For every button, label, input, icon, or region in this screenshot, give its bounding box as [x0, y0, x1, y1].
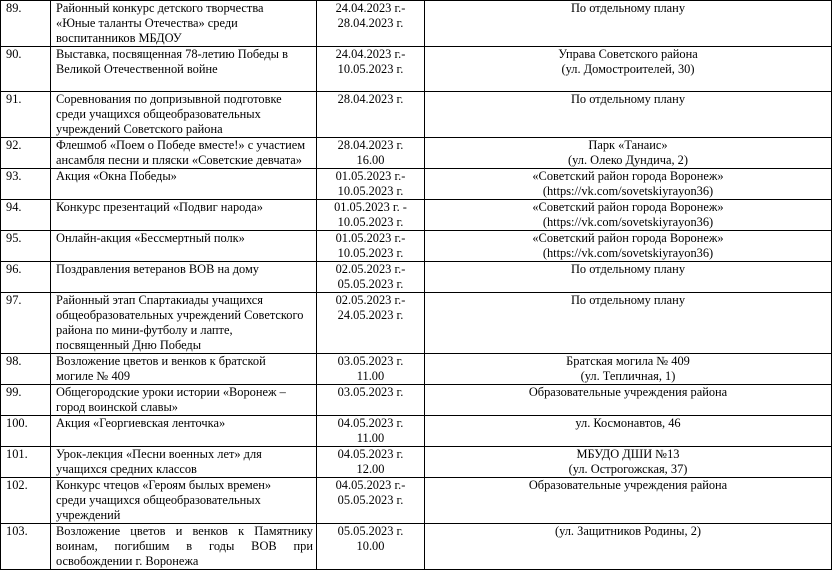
event-place: [425, 447, 832, 478]
event-place-line: Образовательные учреждения района: [528, 385, 728, 399]
event-name: [51, 354, 317, 385]
event-name-line: учреждений Советского района: [56, 122, 223, 136]
event-name: [51, 385, 317, 416]
event-name: [51, 262, 317, 293]
row-number: 91.: [1, 92, 51, 138]
event-name-line: «Юные таланты Отечества» среди: [56, 16, 238, 30]
row-number: 96.: [1, 262, 51, 293]
event-name-line: Общегородские уроки истории «Воронеж –: [56, 385, 286, 399]
event-place: [425, 200, 832, 231]
table-row: [1, 138, 832, 169]
event-name-line: Конкурс презентаций «Подвиг народа»: [56, 200, 263, 214]
event-name-line: Районный этап Спартакиады учащихся: [56, 293, 263, 307]
event-date-line: 01.05.2023 г.-: [335, 231, 406, 245]
event-name: [51, 169, 317, 200]
event-date-line: 10.05.2023 г.: [337, 215, 404, 229]
event-date: [317, 200, 425, 231]
event-place-line: (ул. Домостроителей, 30): [561, 62, 695, 76]
event-name: [51, 47, 317, 92]
row-number: 90.: [1, 47, 51, 92]
event-date-line: 11.00: [356, 369, 385, 383]
event-name-line: Возложение цветов и венков к братской: [56, 354, 266, 368]
event-place-line: (https://vk.com/sovetskiyrayon36): [542, 215, 714, 229]
event-name: [51, 416, 317, 447]
table-row: [1, 92, 832, 138]
event-date: [317, 478, 425, 524]
event-name-line: Урок-лекция «Песни военных лет» для: [56, 447, 262, 461]
event-name: [51, 1, 317, 47]
table-row: [1, 385, 832, 416]
event-name-line: учащихся средних классов: [56, 462, 197, 476]
event-place: [425, 524, 832, 570]
row-number: 100.: [1, 416, 51, 447]
event-name-line: могиле № 409: [56, 369, 131, 383]
row-number: 99.: [1, 385, 51, 416]
row-number: 89.: [1, 1, 51, 47]
row-number: 101.: [1, 447, 51, 478]
event-place-line: «Советский район города Воронеж»: [532, 200, 724, 214]
event-place-line: ул. Космонавтов, 46: [575, 416, 681, 430]
event-date: [317, 47, 425, 92]
event-name: [51, 92, 317, 138]
event-date-line: 04.05.2023 г.-: [335, 478, 406, 492]
event-name-line: Конкурс чтецов «Героям былых времен»: [56, 478, 272, 492]
table-row: [1, 231, 832, 262]
table-row: [1, 262, 832, 293]
event-name-line: Районный конкурс детского творчества: [56, 1, 264, 15]
event-place-line: Управа Советского района: [558, 47, 698, 61]
event-place-line: Образовательные учреждения района: [528, 478, 728, 492]
event-name-line: воинам, погибшим в годы ВОВ при: [56, 539, 313, 553]
event-name-line: воспитанников МБДОУ: [56, 31, 182, 45]
event-name-line: Акция «Георгиевская ленточка»: [56, 416, 226, 430]
event-date-line: 04.05.2023 г.: [337, 447, 404, 461]
event-place-line: Братская могила № 409: [566, 354, 690, 368]
table-row: [1, 354, 832, 385]
event-name-line: Акция «Окна Победы»: [56, 169, 177, 183]
event-date-line: 10.00: [356, 539, 385, 553]
event-date-line: 28.04.2023 г.: [337, 138, 404, 152]
row-number: 95.: [1, 231, 51, 262]
event-date: [317, 385, 425, 416]
event-name: [51, 447, 317, 478]
event-place-line: «Советский район города Воронеж»: [532, 231, 724, 245]
event-date: [317, 293, 425, 354]
event-date-line: 05.05.2023 г.: [337, 277, 404, 291]
row-number: 98.: [1, 354, 51, 385]
event-name: [51, 200, 317, 231]
table-row: [1, 200, 832, 231]
event-place: [425, 92, 832, 138]
event-date-line: 24.05.2023 г.: [337, 308, 404, 322]
event-place-line: (https://vk.com/sovetskiyrayon36): [542, 184, 714, 198]
event-name-line: общеобразовательных учреждений Советского: [56, 308, 304, 322]
events-table-body: [1, 1, 832, 570]
event-place-line: (ул. Олеко Дундича, 2): [568, 153, 688, 167]
event-date: [317, 416, 425, 447]
row-number: 102.: [1, 478, 51, 524]
event-date-line: 10.05.2023 г.: [337, 62, 404, 76]
row-number: 94.: [1, 200, 51, 231]
event-place-line: (https://vk.com/sovetskiyrayon36): [542, 246, 714, 260]
event-place: [425, 416, 832, 447]
table-row: [1, 478, 832, 524]
event-place-line: По отдельному плану: [570, 1, 686, 15]
event-place: [425, 293, 832, 354]
event-name: [51, 478, 317, 524]
event-date: [317, 524, 425, 570]
event-place-line: (ул. Острогожская, 37): [568, 462, 688, 476]
table-row: [1, 416, 832, 447]
event-date-line: 03.05.2023 г.: [337, 385, 404, 399]
event-place-line: По отдельному плану: [570, 92, 686, 106]
event-name: [51, 138, 317, 169]
event-date-line: 24.04.2023 г.-: [335, 1, 406, 15]
row-number: 97.: [1, 293, 51, 354]
event-name-line: среди учащихся общеобразовательных: [56, 107, 261, 121]
event-date-line: 16.00: [356, 153, 385, 167]
event-name-line: Соревнования по допризывной подготовке: [56, 92, 282, 106]
event-date-line: 24.04.2023 г.-: [335, 47, 406, 61]
event-date: [317, 231, 425, 262]
event-date: [317, 447, 425, 478]
event-date-line: 05.05.2023 г.: [337, 524, 404, 538]
event-place: [425, 354, 832, 385]
event-place-line: (ул. Тепличная, 1): [580, 369, 676, 383]
event-date-line: 01.05.2023 г. -: [334, 200, 407, 214]
event-place-line: По отдельному плану: [570, 262, 686, 276]
event-name-line: освобождении г. Воронежа: [56, 554, 199, 568]
event-place-line: МБУДО ДШИ №13: [576, 447, 680, 461]
event-place: [425, 385, 832, 416]
event-place: [425, 47, 832, 92]
event-date: [317, 138, 425, 169]
table-row: [1, 524, 832, 570]
table-row: [1, 1, 832, 47]
event-name-line: город воинской славы»: [56, 400, 178, 414]
event-place-line: По отдельному плану: [570, 293, 686, 307]
event-name-line: Флешмоб «Поем о Победе вместе!» с участием: [56, 138, 306, 152]
event-place-line: (ул. Защитников Родины, 2): [554, 524, 702, 538]
event-name-line: среди учащихся общеобразовательных: [56, 493, 261, 507]
event-date-line: 12.00: [356, 462, 385, 476]
event-name: [51, 524, 317, 570]
event-name-line: Возложение цветов и венков к Памятнику: [56, 524, 313, 538]
event-place-line: «Советский район города Воронеж»: [532, 169, 724, 183]
event-date-line: 02.05.2023 г.-: [335, 262, 406, 276]
event-name-line: Поздравления ветеранов ВОВ на дому: [56, 262, 260, 276]
event-place-line: Парк «Танаис»: [588, 138, 668, 152]
event-name-line: посвященный Дню Победы: [56, 338, 202, 352]
event-date-line: 28.04.2023 г.: [337, 92, 404, 106]
event-name-line: учреждений: [56, 508, 121, 522]
event-date-line: 01.05.2023 г.-: [335, 169, 406, 183]
event-date-line: 03.05.2023 г.: [337, 354, 404, 368]
table-row: [1, 47, 832, 92]
event-date: [317, 92, 425, 138]
event-date: [317, 169, 425, 200]
event-name-line: Великой Отечественной войне: [56, 62, 218, 76]
table-row: [1, 169, 832, 200]
event-date: [317, 354, 425, 385]
event-name: [51, 293, 317, 354]
event-date-line: 02.05.2023 г.-: [335, 293, 406, 307]
event-date-line: 04.05.2023 г.: [337, 416, 404, 430]
event-date: [317, 262, 425, 293]
event-place: [425, 262, 832, 293]
event-date-line: 05.05.2023 г.: [337, 493, 404, 507]
event-name-line: района по мини-футболу и лапте,: [56, 323, 233, 337]
row-number: 92.: [1, 138, 51, 169]
event-date-line: 28.04.2023 г.: [337, 16, 404, 30]
event-name-line: Выставка, посвященная 78-летию Победы в: [56, 47, 288, 61]
event-date-line: 10.05.2023 г.: [337, 184, 404, 198]
event-place: [425, 169, 832, 200]
event-date-line: 11.00: [356, 431, 385, 445]
event-date: [317, 1, 425, 47]
row-number: 93.: [1, 169, 51, 200]
event-name: [51, 231, 317, 262]
table-row: [1, 447, 832, 478]
event-name-line: Онлайн-акция «Бессмертный полк»: [56, 231, 245, 245]
event-place: [425, 1, 832, 47]
event-date-line: 10.05.2023 г.: [337, 246, 404, 260]
event-place: [425, 138, 832, 169]
event-name-line: ансамбля песни и пляски «Советские девчата»: [56, 153, 302, 167]
event-place: [425, 478, 832, 524]
event-place: [425, 231, 832, 262]
table-row: [1, 293, 832, 354]
row-number: 103.: [1, 524, 51, 570]
